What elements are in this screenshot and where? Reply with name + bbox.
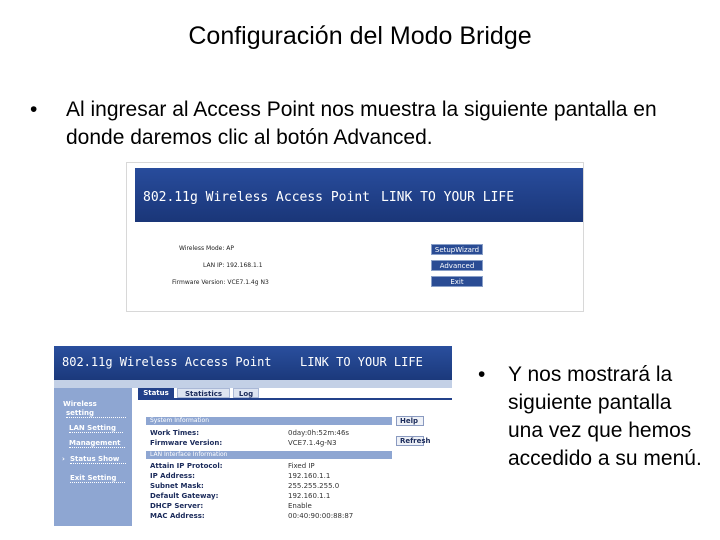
ap-banner (54, 346, 452, 380)
ip-protocol-value: Fixed IP (288, 462, 315, 470)
bullet-dot: • (478, 363, 486, 386)
firmware-version-value: VCE7.1.4g-N3 (288, 439, 337, 447)
wireless-mode-text: Wireless Mode: AP (179, 245, 235, 252)
subnet-mask-value: 255.255.255.0 (288, 482, 340, 490)
advanced-button[interactable]: Advanced (431, 260, 483, 271)
banner-slogan: LINK TO YOUR LIFE (300, 355, 423, 369)
ip-address-label: IP Address: (150, 472, 195, 480)
tab-status[interactable]: Status (138, 388, 174, 398)
default-gateway-value: 192.160.1.1 (288, 492, 331, 500)
dhcp-server-label: DHCP Server: (150, 502, 204, 510)
firmware-version-label: Firmware Version: (150, 439, 223, 447)
bullet-dot: • (30, 98, 38, 121)
sidebar-item-lan-setting[interactable]: LAN Setting (69, 424, 123, 433)
banner-product-name: 802.11g Wireless Access Point (62, 355, 272, 369)
sidebar-item-wireless-setting[interactable]: setting (66, 409, 126, 418)
bullet-intro (30, 96, 670, 152)
sidebar-item-status-show[interactable]: Status Show (70, 455, 126, 464)
refresh-button[interactable]: Refresh (396, 436, 424, 446)
sidebar-item-wireless[interactable]: Wireless (63, 400, 97, 408)
ap-home-screenshot (126, 162, 584, 312)
work-times-value: 0day:0h:52m:46s (288, 429, 350, 437)
ip-address-value: 192.160.1.1 (288, 472, 331, 480)
mac-address-label: MAC Address: (150, 512, 205, 520)
sidebar-item-exit-setting[interactable]: Exit Setting (70, 474, 125, 483)
subnet-mask-label: Subnet Mask: (150, 482, 204, 490)
lan-interface-header: LAN Interface Information (146, 451, 392, 459)
sidebar-item-management[interactable]: Management (69, 439, 125, 448)
banner-slogan: LINK TO YOUR LIFE (381, 190, 515, 205)
setup-wizard-button[interactable]: SetupWizard (431, 244, 483, 255)
bullet-followup-text: Y nos mostrará la siguiente pantalla una vez que hemos accedido a su menú. (508, 363, 702, 470)
tab-statistics[interactable]: Statistics (177, 388, 230, 398)
slide-title: Configuración del Modo Bridge (188, 22, 532, 50)
tab-underline (138, 398, 452, 400)
header-band (54, 380, 452, 388)
bullet-intro-text: Al ingresar al Access Point nos muestra la siguiente pantalla en donde daremos clic al botón Advanced. (66, 98, 657, 149)
active-item-marker-icon: › (62, 455, 65, 463)
banner-product-name: 802.11g Wireless Access Point (143, 190, 370, 205)
work-times-label: Work Times: (150, 429, 200, 437)
ap-status-screenshot (54, 346, 452, 526)
bullet-followup (478, 361, 708, 473)
ip-protocol-label: Attain IP Protocol: (150, 462, 223, 470)
mac-address-value: 00:40:90:00:88:87 (288, 512, 354, 520)
help-button[interactable]: Help (396, 416, 424, 426)
dhcp-server-value: Enable (288, 502, 312, 510)
lan-ip-text: LAN IP: 192.168.1.1 (203, 262, 263, 269)
sidebar (54, 388, 132, 526)
exit-button[interactable]: Exit (431, 276, 483, 287)
system-information-header: System Information (146, 417, 392, 425)
firmware-version-text: Firmware Version: VCE7.1.4g N3 (172, 279, 269, 286)
default-gateway-label: Default Gateway: (150, 492, 219, 500)
ap-banner (135, 168, 583, 222)
tab-log[interactable]: Log (233, 388, 259, 398)
